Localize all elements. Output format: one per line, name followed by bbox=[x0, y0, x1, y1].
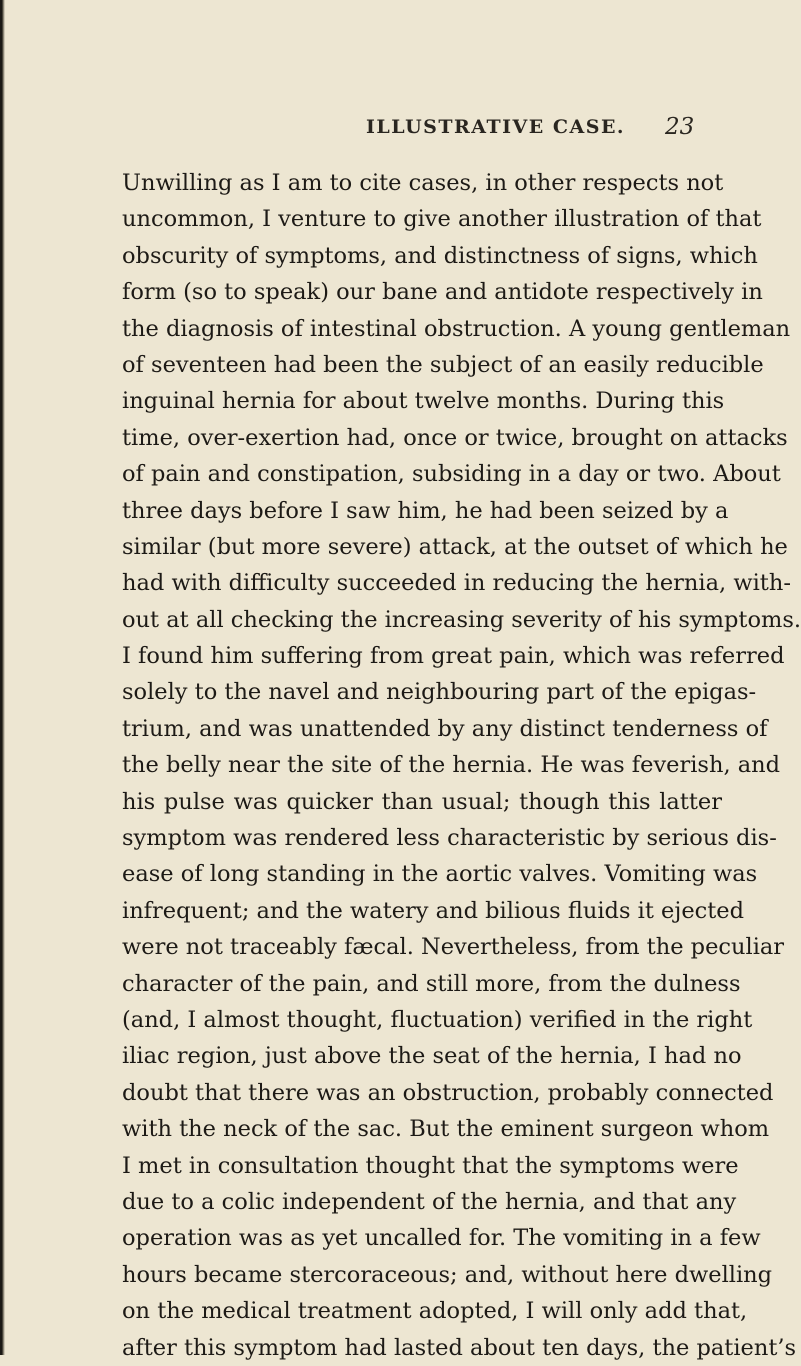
running-title: ILLUSTRATIVE CASE. bbox=[366, 116, 626, 138]
text-line: his pulse was quicker than usual; though this latter bbox=[122, 788, 722, 815]
text-line: time, over-exertion had, once or twice, brought on attacks bbox=[122, 424, 788, 451]
text-line: obscurity of symptoms, and distinctness of signs, which bbox=[122, 242, 758, 269]
text-line: three days before I saw him, he had been seized by a bbox=[122, 497, 729, 524]
body-text bbox=[122, 165, 801, 1366]
text-line: (and, I almost thought, fluctuation) verified in the right bbox=[122, 1006, 753, 1033]
text-line: I met in consultation thought that the symptoms were bbox=[122, 1152, 739, 1179]
text-line: infrequent; and the watery and bilious fluids it ejected bbox=[122, 897, 745, 924]
text-line: due to a colic independent of the hernia, and that any bbox=[122, 1188, 737, 1215]
text-line: the belly near the site of the hernia. He was feverish, and bbox=[122, 752, 781, 779]
text-line: operation was as yet uncalled for. The vomiting in a few bbox=[122, 1225, 761, 1252]
text-line: hours became stercoraceous; and, without here dwelling bbox=[122, 1261, 773, 1288]
text-line: out at all checking the increasing severity of his symptoms. bbox=[122, 606, 801, 633]
page-number: 23 bbox=[665, 114, 695, 140]
text-line: the diagnosis of intestinal obstruction. A young gentleman bbox=[122, 315, 791, 342]
text-line: inguinal hernia for about twelve months. During this bbox=[122, 388, 725, 415]
text-line: character of the pain, and still more, from the dulness bbox=[122, 970, 741, 997]
text-line: were not traceably fæcal. Nevertheless, from the peculiar bbox=[122, 934, 785, 961]
text-line: iliac region, just above the seat of the hernia, I had no bbox=[122, 1043, 742, 1070]
text-line: had with difficulty succeeded in reducing the hernia, with- bbox=[122, 570, 791, 597]
text-line: ease of long standing in the aortic valves. Vomiting was bbox=[122, 861, 758, 888]
text-line: with the neck of the sac. But the eminent surgeon whom bbox=[122, 1116, 770, 1143]
text-line: of pain and constipation, subsiding in a day or two. About bbox=[122, 461, 781, 488]
text-line: after this symptom had lasted about ten days, the patient’s bbox=[122, 1334, 797, 1361]
text-line: solely to the navel and neighbouring part of the epigas- bbox=[122, 679, 757, 706]
text-line: doubt that there was an obstruction, probably connected bbox=[122, 1079, 774, 1106]
text-line: I found him suffering from great pain, which was referred bbox=[122, 643, 785, 670]
text-line: similar (but more severe) attack, at the outset of which he bbox=[122, 533, 788, 560]
text-line: symptom was rendered less characteristic by serious dis- bbox=[122, 825, 777, 852]
text-line: Unwilling as I am to cite cases, in other respects not bbox=[122, 170, 724, 196]
text-line: form (so to speak) our bane and antidote respectively in bbox=[122, 279, 763, 306]
text-line: trium, and was unattended by any distinct tenderness of bbox=[122, 715, 768, 742]
running-head bbox=[0, 114, 800, 144]
text-line: on the medical treatment adopted, I will only add that, bbox=[122, 1298, 748, 1325]
text-line: of seventeen had been the subject of an easily reducible bbox=[122, 351, 764, 378]
text-line: uncommon, I venture to give another illustration of that bbox=[122, 206, 762, 233]
page-edge-shadow bbox=[0, 0, 5, 1355]
